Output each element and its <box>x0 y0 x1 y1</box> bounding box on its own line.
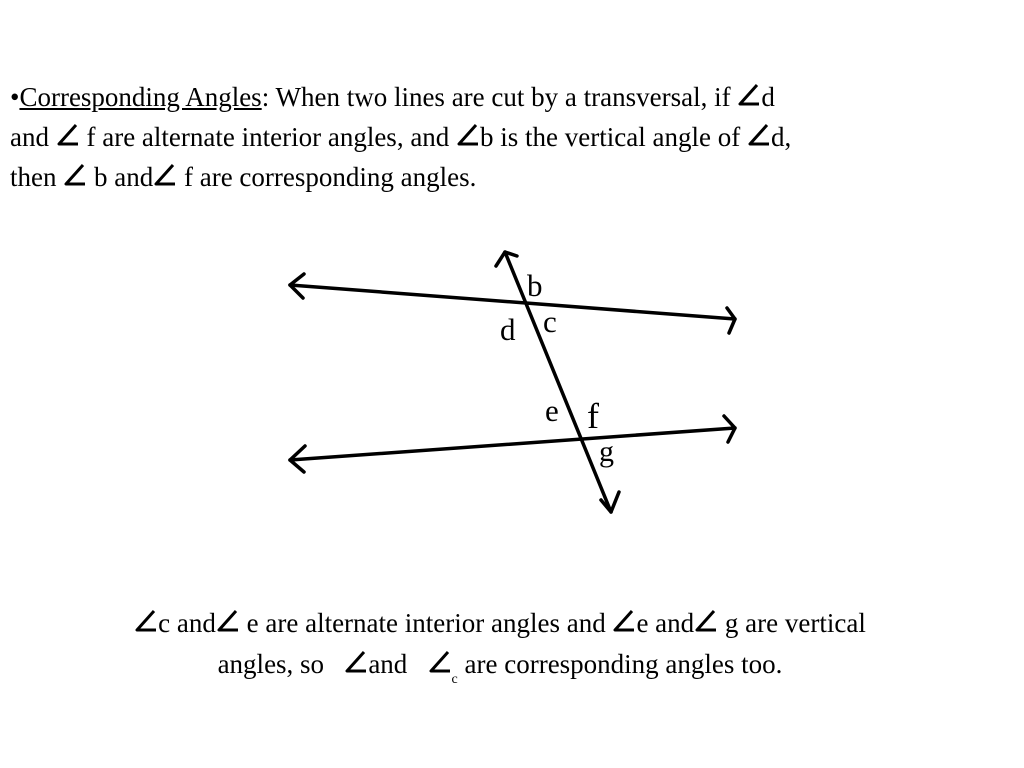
summary-text <box>0 603 1000 700</box>
summary-seg-4: g are vertical <box>718 608 866 638</box>
angle-icon <box>216 608 240 634</box>
angle-label-f: f <box>587 396 599 436</box>
summary-seg-8: are corresponding angles too. <box>457 649 783 679</box>
summary-seg-5: angles, so <box>217 649 331 679</box>
summary-seg-2: e are alternate interior angles and <box>239 608 613 638</box>
angle-icon <box>428 649 452 675</box>
angle-label-e: e <box>545 393 559 428</box>
upper-line-right-arrowhead <box>727 308 735 333</box>
summary-seg-3: e and <box>636 608 695 638</box>
definition-seg-9: f are corresponding angles. <box>177 162 477 192</box>
bullet: • <box>10 82 20 112</box>
lower-line <box>290 428 735 460</box>
summary-seg-6: and <box>368 649 415 679</box>
summary-line-2 <box>0 644 1000 700</box>
summary-seg-7: c <box>451 672 458 687</box>
angle-label-c: c <box>543 304 557 339</box>
colon: : <box>261 82 270 112</box>
transversal-line <box>505 252 611 512</box>
definition-seg-3: and <box>10 122 56 152</box>
angle-icon <box>344 649 368 675</box>
angle-icon <box>694 608 718 634</box>
angle-icon <box>134 608 158 634</box>
angle-label-b: b <box>527 268 543 303</box>
angle-label-g: g <box>599 435 614 468</box>
definition-seg-4: f are alternate interior angles, and <box>79 122 457 152</box>
summary-line-1 <box>0 603 1000 644</box>
angle-icon <box>612 608 636 634</box>
definition-seg-7: then <box>10 162 64 192</box>
definition-seg-8: b and <box>87 162 154 192</box>
definition-seg-2: d <box>761 82 775 112</box>
summary-seg-1: c and <box>158 608 216 638</box>
definition-seg-5: b is the vertical angle of <box>480 122 747 152</box>
angle-label-d: d <box>500 312 516 347</box>
definition-seg-6: d, <box>770 122 792 152</box>
definition-seg-1: When two lines are cut by a transversal, if <box>269 82 738 112</box>
term-corresponding-angles: Corresponding Angles <box>19 82 262 112</box>
